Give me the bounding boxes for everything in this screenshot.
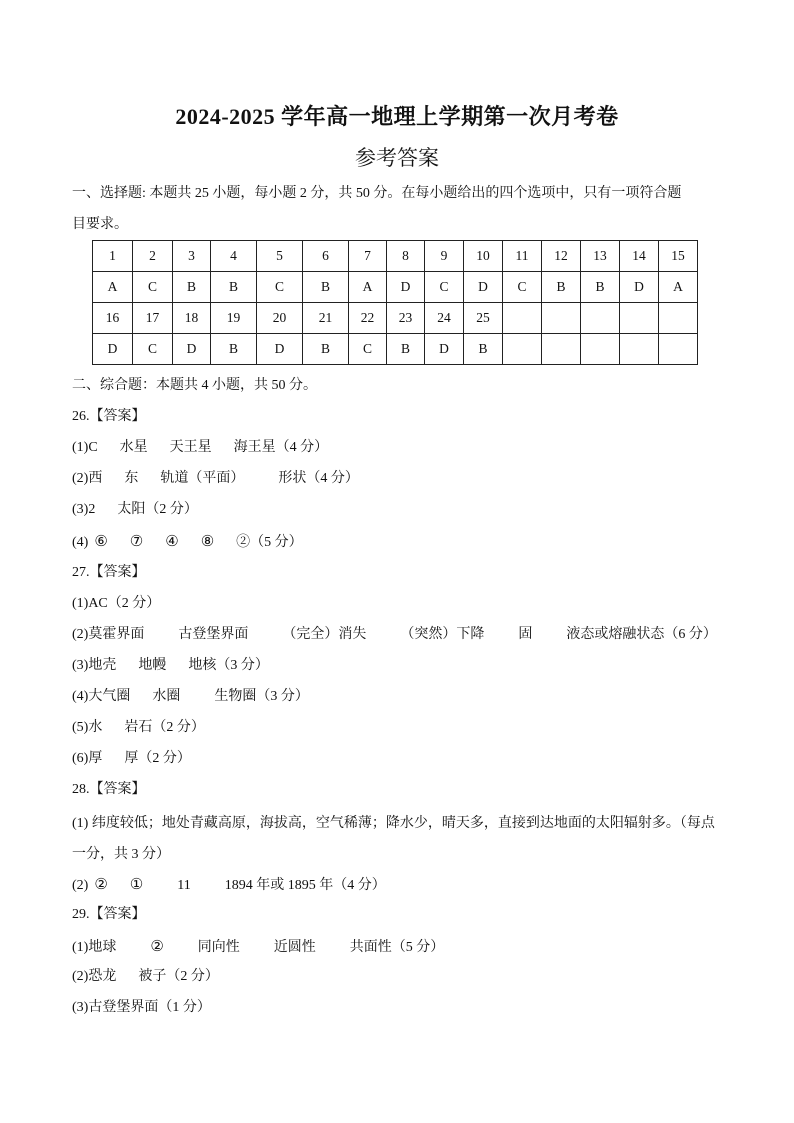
question-number-cell: 13 — [581, 241, 620, 272]
question-number-cell: 9 — [425, 241, 464, 272]
answer-text: 1894 年或 1895 年（4 分） — [224, 878, 386, 893]
answer-text: 生物圈（3 分） — [214, 689, 309, 704]
answer-text: ② — [150, 937, 164, 955]
answer-cell — [620, 334, 659, 365]
answer-text: ④ — [165, 532, 179, 550]
answer-text: (6)厚 — [72, 751, 103, 766]
answer-text: 近圆性 — [273, 940, 316, 955]
answer-text: 被子（2 分） — [138, 969, 219, 984]
q27-line6 — [72, 749, 191, 769]
q26-line2 — [72, 469, 359, 489]
q29-header: 29.【答案】 — [72, 907, 146, 922]
page-title: 2024-2025 学年高一地理上学期第一次月考卷 — [175, 104, 619, 129]
answer-text: (2) — [72, 878, 89, 893]
question-number-cell: 4 — [211, 241, 257, 272]
answer-text: （突然）下降 — [400, 627, 485, 642]
question-number-cell: 18 — [173, 303, 211, 334]
question-number-cell: 10 — [464, 241, 503, 272]
answer-text: 共面性（5 分） — [349, 940, 445, 955]
answer-text: (3)古登堡界面（1 分） — [72, 1000, 211, 1015]
answer-text: 东 — [124, 471, 139, 486]
question-number-cell: 6 — [303, 241, 349, 272]
question-number-cell: 19 — [211, 303, 257, 334]
q26-line1 — [72, 438, 328, 458]
answer-text: 水星 — [119, 440, 148, 455]
answer-text: 海王星（4 分） — [233, 440, 329, 455]
answer-text: (3)2 — [72, 502, 96, 517]
answer-cell: C — [133, 334, 173, 365]
answer-text: 轨道（平面） — [160, 471, 245, 486]
question-number-cell: 8 — [387, 241, 425, 272]
page-subtitle: 参考答案 — [355, 146, 439, 170]
answer-cell: D — [620, 272, 659, 303]
answer-table — [92, 240, 698, 365]
q27-header: 27.【答案】 — [72, 565, 146, 580]
answer-text: 厚（2 分） — [124, 751, 191, 766]
question-number-cell: 24 — [425, 303, 464, 334]
answer-cell: D — [173, 334, 211, 365]
answer-cell: C — [349, 334, 387, 365]
question-number-cell — [620, 303, 659, 334]
answer-text: 天王星 — [169, 440, 212, 455]
answer-cell: B — [387, 334, 425, 365]
answer-cell: B — [173, 272, 211, 303]
answer-text: 水圈 — [152, 689, 181, 704]
q28-line1: (1) 纬度较低；地处青藏高原，海拔高，空气稀薄；降水少，晴天多，直接到达地面的太阳辐射多。（每点一分，共 3 分） — [72, 816, 715, 862]
section2-intro: 二、综合题：本题共 4 小题，共 50 分。 — [72, 378, 317, 393]
q28-header: 28.【答案】 — [72, 782, 146, 797]
q27-line3 — [72, 656, 269, 676]
answer-text: 地核（3 分） — [188, 658, 269, 673]
answer-text: (2)西 — [72, 471, 103, 486]
answer-cell: D — [93, 334, 133, 365]
table-row-numbers-2 — [93, 303, 698, 334]
answer-text: (5)水 — [72, 720, 103, 735]
answer-text: 古登堡界面 — [178, 627, 249, 642]
question-number-cell: 17 — [133, 303, 173, 334]
answer-text: 固 — [518, 627, 533, 642]
answer-text: 太阳（2 分） — [117, 502, 198, 517]
answer-cell: B — [211, 272, 257, 303]
answer-text: (4) — [72, 535, 89, 550]
question-number-cell: 3 — [173, 241, 211, 272]
answer-cell: B — [542, 272, 581, 303]
answer-cell: A — [659, 272, 698, 303]
answer-cell — [503, 334, 542, 365]
answer-text: (1)地球 — [72, 940, 117, 955]
answer-text: ② — [94, 875, 108, 893]
question-number-cell: 16 — [93, 303, 133, 334]
question-number-cell: 20 — [257, 303, 303, 334]
q26-header: 26.【答案】 — [72, 409, 146, 424]
answer-text: (4)大气圈 — [72, 689, 131, 704]
answer-text: ⑧ — [200, 532, 215, 550]
question-number-cell — [659, 303, 698, 334]
answer-cell: B — [303, 334, 349, 365]
answer-text: ① — [129, 875, 144, 893]
answer-cell: B — [211, 334, 257, 365]
answer-text: (1)C — [72, 440, 98, 455]
answer-cell: C — [425, 272, 464, 303]
answer-text: (2)恐龙 — [72, 969, 117, 984]
q27-line5 — [72, 718, 205, 738]
answer-cell: B — [303, 272, 349, 303]
q27-line4 — [72, 687, 309, 707]
question-number-cell: 2 — [133, 241, 173, 272]
q29-line3 — [72, 998, 211, 1018]
answer-cell: C — [133, 272, 173, 303]
question-number-cell: 11 — [503, 241, 542, 272]
section1-intro-line1: 一、选择题: 本题共 25 小题，每小题 2 分，共 50 分。在每小题给出的四个选项中，只有一项符合题 — [72, 186, 682, 201]
answer-cell: B — [464, 334, 503, 365]
answer-cell — [581, 334, 620, 365]
answer-text: (1)AC（2 分） — [72, 596, 161, 611]
question-number-cell: 22 — [349, 303, 387, 334]
question-number-cell — [503, 303, 542, 334]
answer-cell: A — [349, 272, 387, 303]
question-number-cell — [542, 303, 581, 334]
answer-cell: C — [503, 272, 542, 303]
answer-cell: D — [425, 334, 464, 365]
q27-line2 — [72, 625, 717, 645]
answer-text: 地幔 — [138, 658, 167, 673]
answer-text: ②（5 分） — [236, 535, 303, 550]
answer-text: 11 — [177, 878, 191, 893]
table-row-answers-1 — [93, 272, 698, 303]
question-number-cell: 15 — [659, 241, 698, 272]
question-number-cell: 21 — [303, 303, 349, 334]
question-number-cell: 14 — [620, 241, 659, 272]
question-number-cell — [581, 303, 620, 334]
table-row-answers-2 — [93, 334, 698, 365]
answer-text: ⑦ — [129, 532, 144, 550]
q29-line1 — [72, 936, 444, 958]
answer-text: 形状（4 分） — [278, 471, 359, 486]
question-number-cell: 7 — [349, 241, 387, 272]
q27-line1 — [72, 594, 160, 614]
answer-cell: D — [464, 272, 503, 303]
answer-text: 液态或熔融状态（6 分） — [566, 627, 717, 642]
answer-text: (2)莫霍界面 — [72, 627, 145, 642]
q26-line3 — [72, 500, 198, 520]
question-number-cell: 23 — [387, 303, 425, 334]
question-number-cell: 12 — [542, 241, 581, 272]
answer-text: 岩石（2 分） — [124, 720, 205, 735]
q26-line4 — [72, 531, 303, 553]
section1-intro-line2: 目要求。 — [72, 217, 128, 232]
answer-text: （完全）消失 — [282, 627, 367, 642]
answer-cell: D — [387, 272, 425, 303]
answer-text: 同向性 — [197, 940, 240, 955]
answer-text: (3)地壳 — [72, 658, 117, 673]
q28-line2 — [72, 874, 386, 896]
answer-text: ⑥ — [94, 532, 108, 550]
answer-cell: A — [93, 272, 133, 303]
question-number-cell: 25 — [464, 303, 503, 334]
q29-line2 — [72, 967, 219, 987]
answer-cell — [542, 334, 581, 365]
answer-cell: C — [257, 272, 303, 303]
question-number-cell: 5 — [257, 241, 303, 272]
answer-cell — [659, 334, 698, 365]
question-number-cell: 1 — [93, 241, 133, 272]
answer-cell: D — [257, 334, 303, 365]
table-row-numbers-1 — [93, 241, 698, 272]
answer-cell: B — [581, 272, 620, 303]
